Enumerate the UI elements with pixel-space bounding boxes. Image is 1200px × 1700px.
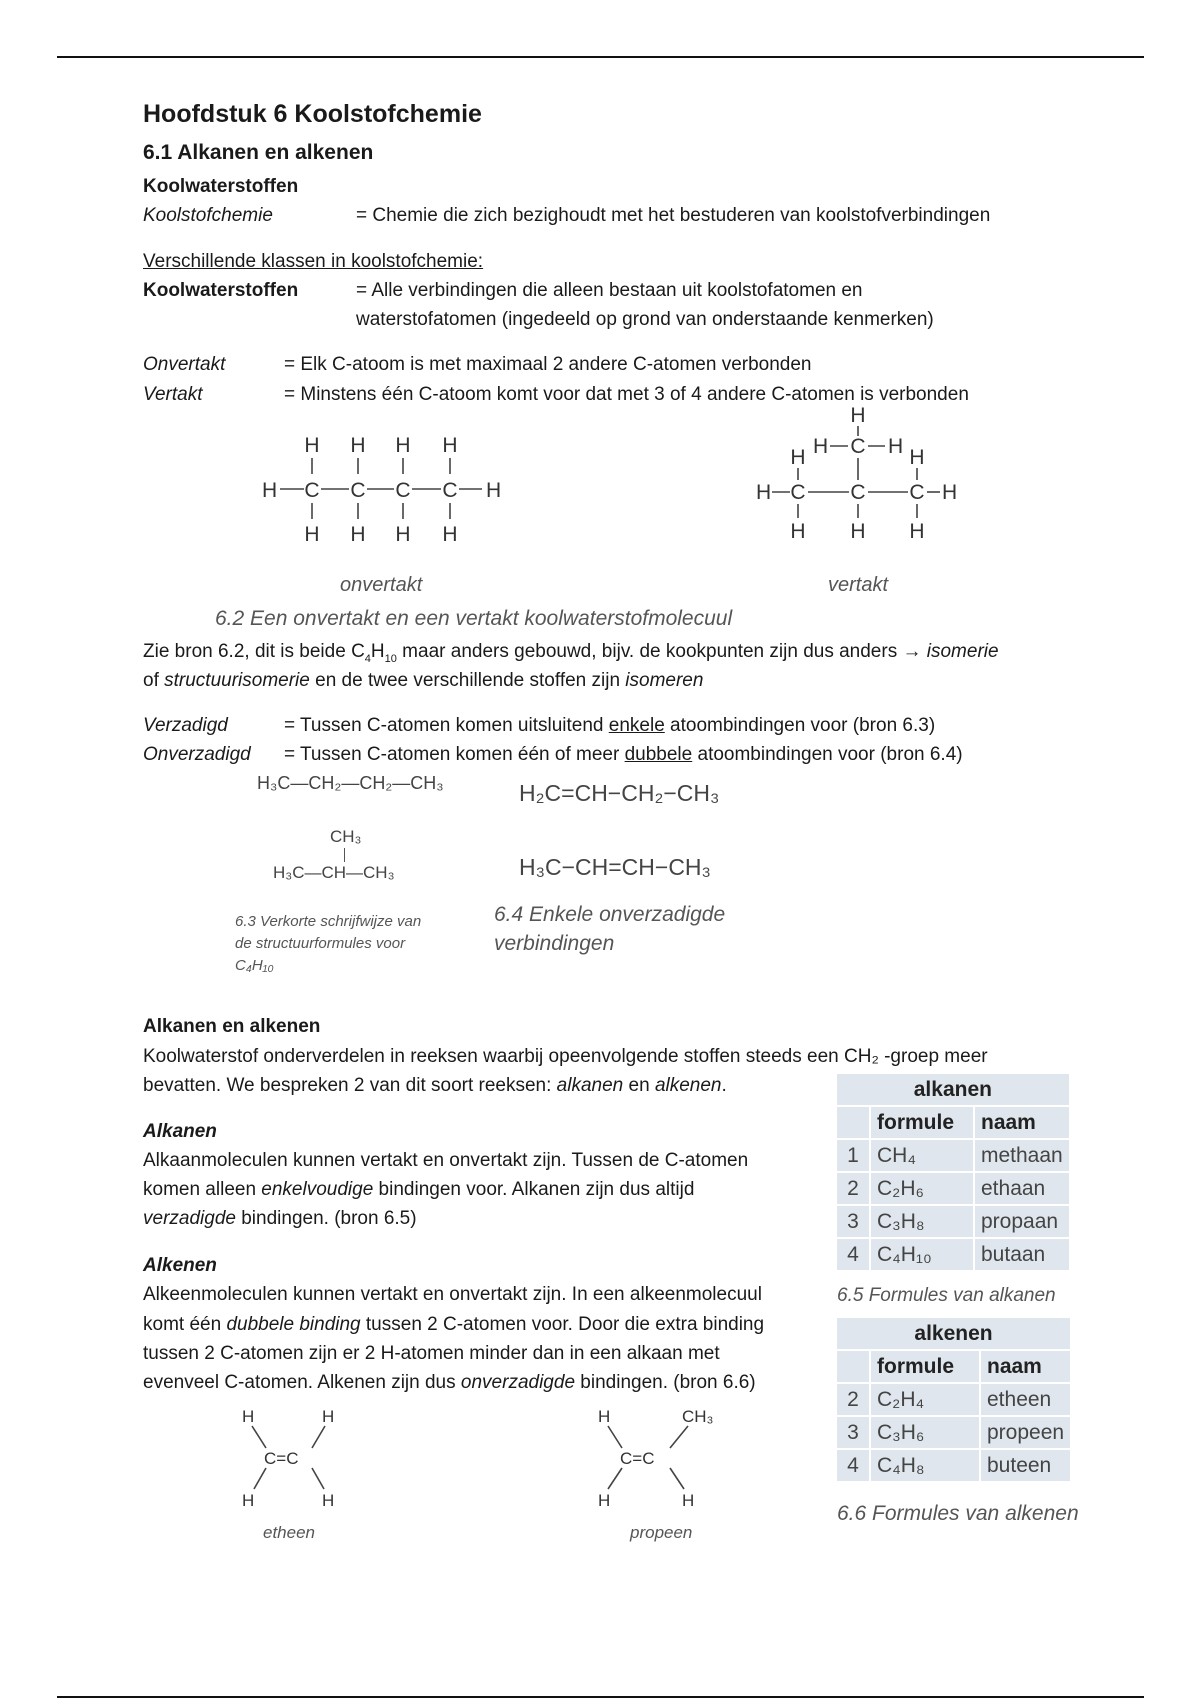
figure-6-3-caption-line-1: 6.3 Verkorte schrijfwijze van bbox=[235, 913, 422, 930]
paragraph-isomerie-line-1: Zie bron 6.2, dit is beide $C_4H_{10}$ maar anders gebouwd, bijv. de kookpunten zijn dus anders → isomerie bbox=[143, 641, 999, 665]
row-formula: C₄H₁₀ bbox=[871, 1239, 973, 1270]
def-text-verzadigd: = Tussen C-atomen komen uitsluitend enkele atoombindingen voor (bron 6.3) bbox=[284, 715, 936, 736]
alkenen-text-line-4: evenveel C-atomen. Alkenen zijn dus onverzadigde bindingen. (bron 6.6) bbox=[143, 1372, 756, 1393]
figure-6-3-caption-line-3: C₄H₁₀ bbox=[235, 957, 274, 974]
def-term-verzadigd: Verzadigd bbox=[143, 715, 228, 736]
def-text-koolwaterstoffen-2: waterstofatomen (ingedeeld op grond van onderstaande kenmerken) bbox=[356, 309, 934, 330]
atom-h: H bbox=[790, 520, 806, 543]
table-6-6-caption: 6.6 Formules van alkenen bbox=[837, 1502, 1079, 1525]
unbranched-butane-structure bbox=[260, 430, 530, 550]
propeen-structure bbox=[590, 1405, 730, 1515]
atom-h: H bbox=[442, 523, 458, 546]
atom-c: C bbox=[850, 435, 866, 458]
section-title: 6.1 Alkanen en alkenen bbox=[143, 141, 374, 164]
alkenen-text-line-3: tussen 2 C-atomen zijn er 2 H-atomen minder dan in een alkaan met bbox=[143, 1343, 720, 1364]
table-row bbox=[837, 1239, 1069, 1270]
atom-h: H bbox=[909, 520, 925, 543]
atom-h: H bbox=[350, 523, 366, 546]
atom-h: H bbox=[813, 435, 829, 458]
formula-isobutane-branch: CH₃ bbox=[330, 827, 362, 846]
atom-h: H bbox=[598, 1407, 611, 1426]
row-name: etheen bbox=[981, 1384, 1070, 1415]
row-number: 3 bbox=[837, 1417, 869, 1448]
table-title-row bbox=[837, 1074, 1069, 1105]
formula-2-butene: H₃C−CH=CH−CH₃ bbox=[519, 854, 711, 880]
row-name: methaan bbox=[975, 1140, 1069, 1171]
column-header-naam: naam bbox=[975, 1107, 1069, 1138]
propeen-label: propeen bbox=[630, 1523, 693, 1542]
alkanen-text-line-3: verzadigde bindingen. (bron 6.5) bbox=[143, 1208, 417, 1229]
table-header-row bbox=[837, 1107, 1069, 1138]
atom-h: H bbox=[304, 434, 320, 457]
atom-h: H bbox=[888, 435, 904, 458]
column-header-formule: formule bbox=[871, 1351, 979, 1382]
def-term-onverzadigd: Onverzadigd bbox=[143, 744, 251, 765]
atom-h: H bbox=[682, 1491, 695, 1510]
table-row bbox=[837, 1206, 1069, 1237]
def-text-koolstofchemie: = Chemie die zich bezighoudt met het bestuderen van koolstofverbindingen bbox=[356, 205, 991, 226]
atom-h: H bbox=[486, 479, 502, 502]
top-rule bbox=[57, 56, 1144, 58]
table-title: alkanen bbox=[837, 1074, 1069, 1105]
atom-h: H bbox=[598, 1491, 611, 1510]
formula-isobutane-main: H₃C—CH—CH₃ bbox=[273, 863, 395, 882]
row-number: 4 bbox=[837, 1450, 869, 1481]
methyl-group: CH₃ bbox=[682, 1407, 714, 1426]
etheen-label: etheen bbox=[263, 1523, 315, 1542]
label-vertakt: vertakt bbox=[828, 574, 889, 596]
atom-h: H bbox=[790, 446, 806, 469]
table-title-row bbox=[837, 1318, 1070, 1349]
atom-h: H bbox=[756, 481, 772, 504]
classes-heading: Verschillende klassen in koolstofchemie: bbox=[143, 251, 484, 272]
row-name: propeen bbox=[981, 1417, 1070, 1448]
alkenen-text-line-1: Alkeenmoleculen kunnen vertakt en onvertakt zijn. In een alkeenmolecuul bbox=[143, 1284, 762, 1305]
alkenen-table bbox=[835, 1316, 1072, 1483]
atom-c: C bbox=[909, 481, 925, 504]
table-row bbox=[837, 1417, 1070, 1448]
figure-6-3-caption-line-2: de structuurformules voor bbox=[235, 935, 406, 952]
bottom-rule bbox=[57, 1696, 1144, 1698]
heading-alkanen: Alkanen bbox=[143, 1121, 217, 1142]
table-row bbox=[837, 1450, 1070, 1481]
figure-6-4-caption-line-1: 6.4 Enkele onverzadigde bbox=[494, 903, 726, 926]
atom-h: H bbox=[350, 434, 366, 457]
double-bond-cc: C=C bbox=[264, 1449, 299, 1468]
branched-butane-structure bbox=[750, 402, 980, 552]
alkanen-text-line-1: Alkaanmoleculen kunnen vertakt en onvertakt zijn. Tussen de C-atomen bbox=[143, 1150, 749, 1171]
atom-h: H bbox=[242, 1407, 255, 1426]
atom-h: H bbox=[909, 446, 925, 469]
alkenen-text-line-2: komt één dubbele binding tussen 2 C-atomen voor. Door die extra binding bbox=[143, 1314, 765, 1335]
paragraph-isomerie-line-2: of structuurisomerie en de twee verschillende stoffen zijn isomeren bbox=[143, 670, 704, 691]
paragraph-reeksen-line-2: bevatten. We bespreken 2 van dit soort reeksen: alkanen en alkenen. bbox=[143, 1075, 727, 1096]
def-text-onvertakt: = Elk C-atoom is met maximaal 2 andere C-atomen verbonden bbox=[284, 354, 812, 375]
row-formula: C₃H₆ bbox=[871, 1417, 979, 1448]
def-term-vertakt: Vertakt bbox=[143, 384, 203, 405]
atom-h: H bbox=[850, 404, 866, 427]
atom-h: H bbox=[304, 523, 320, 546]
def-term-onvertakt: Onvertakt bbox=[143, 354, 226, 375]
def-text-onverzadigd: = Tussen C-atomen komen één of meer dubbele atoombindingen voor (bron 6.4) bbox=[284, 744, 963, 765]
row-number: 1 bbox=[837, 1140, 869, 1171]
alkanen-table bbox=[835, 1072, 1071, 1272]
row-number: 2 bbox=[837, 1173, 869, 1204]
atom-c: C bbox=[790, 481, 806, 504]
row-formula: C₂H₆ bbox=[871, 1173, 973, 1204]
atom-c: C bbox=[395, 479, 411, 502]
row-formula: CH₄ bbox=[871, 1140, 973, 1171]
row-number: 3 bbox=[837, 1206, 869, 1237]
def-term-koolstofchemie: Koolstofchemie bbox=[143, 205, 273, 226]
row-formula: C₃H₈ bbox=[871, 1206, 973, 1237]
subheading-koolwaterstoffen: Koolwaterstoffen bbox=[143, 176, 299, 197]
atom-c: C bbox=[442, 479, 458, 502]
table-row bbox=[837, 1384, 1070, 1415]
table-6-5-caption: 6.5 Formules van alkanen bbox=[837, 1285, 1056, 1306]
row-name: butaan bbox=[975, 1239, 1069, 1270]
def-text-koolwaterstoffen-1: = Alle verbindingen die alleen bestaan uit koolstofatomen en bbox=[356, 280, 863, 301]
table-row bbox=[837, 1173, 1069, 1204]
heading-alkenen: Alkenen bbox=[143, 1255, 217, 1276]
column-header-naam: naam bbox=[981, 1351, 1070, 1382]
atom-h: H bbox=[942, 481, 958, 504]
row-name: ethaan bbox=[975, 1173, 1069, 1204]
double-bond-cc: C=C bbox=[620, 1449, 655, 1468]
row-formula: C₂H₄ bbox=[871, 1384, 979, 1415]
chapter-title: Hoofdstuk 6 Koolstofchemie bbox=[143, 100, 482, 128]
atom-c: C bbox=[850, 481, 866, 504]
formula-butane-condensed: H₃C—CH₂—CH₂—CH₃ bbox=[257, 773, 444, 793]
row-number: 4 bbox=[837, 1239, 869, 1270]
table-row bbox=[837, 1140, 1069, 1171]
atom-h: H bbox=[242, 1491, 255, 1510]
column-header-formule: formule bbox=[871, 1107, 973, 1138]
atom-c: C bbox=[304, 479, 320, 502]
column-header-number bbox=[837, 1107, 869, 1138]
table-title: alkenen bbox=[837, 1318, 1070, 1349]
atom-h: H bbox=[395, 434, 411, 457]
subheading-alkanen-en-alkenen: Alkanen en alkenen bbox=[143, 1016, 321, 1037]
atom-h: H bbox=[322, 1407, 335, 1426]
atom-c: C bbox=[350, 479, 366, 502]
table-header-row bbox=[837, 1351, 1070, 1382]
atom-h: H bbox=[850, 520, 866, 543]
def-text-vertakt: = Minstens één C-atoom komt voor dat met 3 of 4 andere C-atomen is verbonden bbox=[284, 384, 969, 405]
row-formula: C₄H₈ bbox=[871, 1450, 979, 1481]
formula-isobutane-bond bbox=[344, 848, 345, 862]
alkanen-text-line-2: komen alleen enkelvoudige bindingen voor. Alkanen zijn dus altijd bbox=[143, 1179, 695, 1200]
paragraph-reeksen-line-1: Koolwaterstof onderverdelen in reeksen waarbij opeenvolgende stoffen steeds een CH₂ -groep meer bbox=[143, 1046, 988, 1067]
etheen-structure bbox=[230, 1405, 350, 1515]
atom-h: H bbox=[442, 434, 458, 457]
row-name: propaan bbox=[975, 1206, 1069, 1237]
label-onvertakt: onvertakt bbox=[340, 574, 423, 596]
row-name: buteen bbox=[981, 1450, 1070, 1481]
def-term-koolwaterstoffen: Koolwaterstoffen bbox=[143, 280, 299, 301]
row-number: 2 bbox=[837, 1384, 869, 1415]
figure-6-4-caption-line-2: verbindingen bbox=[494, 932, 615, 955]
atom-h: H bbox=[395, 523, 411, 546]
atom-h: H bbox=[262, 479, 278, 502]
atom-h: H bbox=[322, 1491, 335, 1510]
formula-1-butene: H₂C=CH−CH₂−CH₃ bbox=[519, 780, 720, 806]
figure-6-2-caption: 6.2 Een onvertakt en een vertakt koolwaterstofmolecuul bbox=[215, 607, 733, 630]
column-header-number bbox=[837, 1351, 869, 1382]
